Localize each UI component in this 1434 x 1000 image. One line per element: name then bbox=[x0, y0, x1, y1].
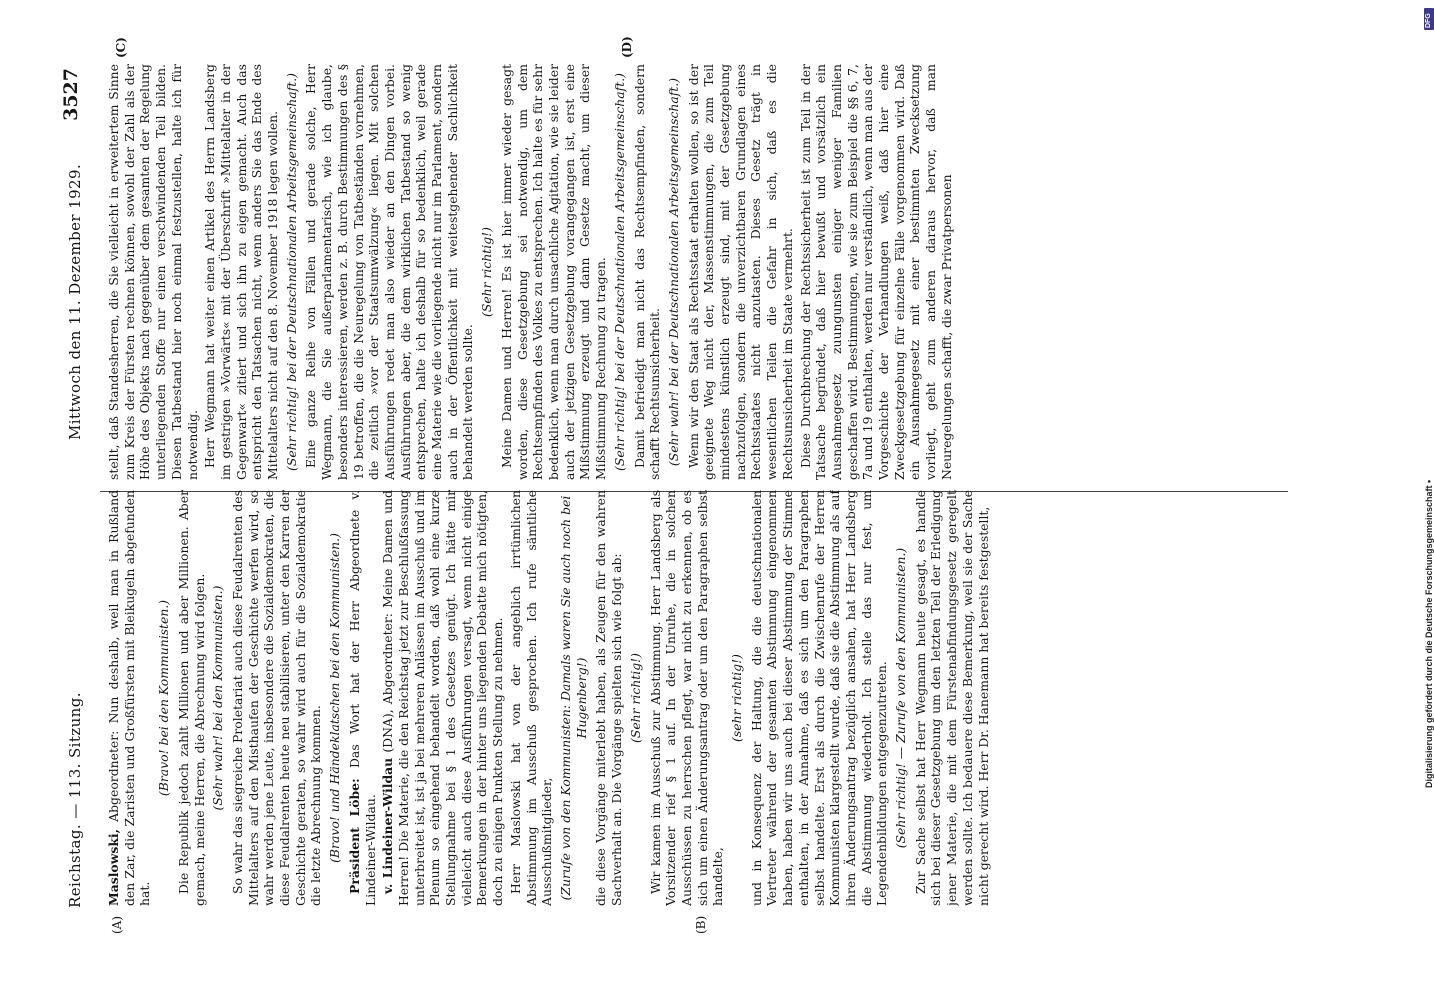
header-session: Reichstag. — 113. Sitzung. bbox=[66, 692, 84, 908]
interjection: (Sehr richtig! — Zurufe von den Kommunisten.) bbox=[893, 547, 909, 849]
interjection: (Sehr richtig! bei der Deutschnationalen Arbeitsgemeinschaft.) bbox=[611, 73, 627, 471]
paragraph: Wenn wir den Staat als Rechtsstaat erhalten wollen, so ist der geeignete Weg nicht der, Massenstimmungen, die zum Teil mindestens künstlich erzeugt sind, mit der Gesetzgebung nachzufolgen, sondern die unverzichtbaren Grundlagen eines Rechtsstaates nicht anzutasten. Dieses Gesetz trägt in wesentlichen Teilen die Gefahr in sich, daß es die Rechtsunsicherheit im Staate vermehrt. bbox=[685, 64, 795, 480]
interjection: (Sehr wahr! bei den Kommunisten.) bbox=[210, 585, 226, 811]
header-date: Mittwoch den 11. Dezember 1929. bbox=[66, 163, 84, 440]
margin-marker-c: (C) bbox=[114, 37, 128, 58]
interjection: (Bravo! und Händeklatschen bei den Kommunisten.) bbox=[327, 533, 343, 863]
left-column bbox=[106, 490, 1286, 906]
margin-marker-d: (D) bbox=[620, 36, 634, 58]
interjection: (Bravo! bei den Kommunisten.) bbox=[156, 599, 172, 797]
speech-text: Nun deshalb, weil man in Rußland den Zar, die Zaristen und Großfürsten mit Bleikugeln abgefunden hat. bbox=[106, 490, 153, 906]
paragraph bbox=[380, 490, 506, 906]
interjection: (Sehr richtig!) bbox=[479, 227, 495, 317]
interjection: (Zurufe von den Kommunisten: Damals waren Sie auch noch bei Hugenberg!) bbox=[557, 495, 589, 901]
paragraph: Zur Sache selbst hat Herr Wegmann heute gesagt, es handle sich bei dieser Gesetzgebung um den letzten Teil der Erledigung jener Materie, die mit dem Fürstenabfindungsgesetz geregelt werden sollte. Ich bedauere diese Bemerkung, weil sie der Sache nicht gerecht wird. Herr Dr. Hanemann hat bereits festgestellt, bbox=[912, 490, 991, 906]
speaker-name: v. Lindeiner-Wildau bbox=[380, 757, 396, 894]
paragraph: stellt, daß Standesherren, die Sie vielleicht in erweitertem Sinne zum Kreis der Fürsten rechnen können, sowohl der Zahl als der Höhe des Objekts nach gegenüber dem gesamten der Regelung unterliegenden Stoffe nur einen verschwindenden Teil bilden. Diesen Tatbestand hier noch einmal festzustellen, halte ich für notwendig. bbox=[106, 64, 200, 480]
digitization-credit bbox=[1424, 10, 1434, 990]
page-header bbox=[60, 68, 100, 908]
paragraph: die diese Vorgänge miterlebt haben, als Zeugen für den wahren Sachverhalt an. Die Vorgänge spielten sich wie folgt ab: bbox=[593, 490, 625, 906]
margin-marker-a: (A) bbox=[110, 915, 124, 934]
interjection: (Sehr wahr! bei der Deutschnationalen Arbeitsgemeinschaft.) bbox=[665, 77, 681, 467]
interjection: (Sehr richtig!) bbox=[627, 653, 643, 743]
paragraph: Herr Wegmann hat weiter einen Artikel des Herrn Landsberg im gestrigen »Vorwärts« mit der Überschrift »Mittelalter in der Gegenwart« zitiert und sich ihn zu eigen gemacht. Auch das entspricht den Tatsachen nicht, wenn anders Sie das Ende des Mittelalters nicht auf den 8. November 1918 legen wollen. bbox=[202, 64, 281, 480]
page-number: 3527 bbox=[60, 68, 82, 121]
interjection: (sehr richtig!) bbox=[729, 654, 745, 742]
paragraph: Meine Damen und Herren! Es ist hier immer wieder gesagt worden, diese Gesetzgebung sei notwendig, um dem Rechtsempfinden des Volkes zu entsprechen. Ich halte es für sehr bedenklich, wenn man durch unsachliche Agitation, wie sie leider auch der jetzigen Gesetzgebung vorangegangen ist, erst eine Mißstimmung erzeugt und dann Gesetze macht, um dieser Mißstimmung Rechnung zu tragen. bbox=[498, 64, 609, 480]
paragraph: Damit befriedigt man nicht das Rechtsempfinden, sondern schafft Rechtsunsicherheit. bbox=[631, 64, 663, 480]
credit-text: Digitalisierung gefördert durch die Deutsche Forschungsgemeinschaft • bbox=[1424, 479, 1434, 788]
paragraph: Wir kamen im Ausschuß zur Abstimmung. Herr Landsberg als Vorsitzender rief § 1 auf. In der Unruhe, die in solchen Ausschüssen zu herrschen pflegt, war nicht zu erkennen, ob es sich um einen Änderungsantrag oder um den Paragraphen selbst handelte, bbox=[647, 490, 726, 906]
paragraph bbox=[106, 490, 153, 906]
paragraph: und in Konsequenz der Haltung, die die deutschnationalen Vertreter während der gesamten Abstimmung eingenommen haben, haben wir uns auch bei dieser Abstimmung der Stimme enthalten, in der Annahme, daß es sich um den Paragraphen selbst handelte. Erst als durch die Zwischenrufe der Herren Kommunisten klargestellt wurde, daß sie die Abstimmung als auf ihren Änderungsantrag bezüglich ansahen, hat Herr Landsberg die Abstimmung wiederholt. Ich stelle das nur fest, um Legendenbildungen entgegenzutreten. bbox=[748, 490, 890, 906]
speaker-role: Abgeordneter: bbox=[106, 730, 121, 822]
interjection: (Sehr richtig! bei der Deutschnationalen Arbeitsgemeinschaft.) bbox=[283, 73, 299, 471]
speaker-name: Präsident Löbe: bbox=[346, 778, 362, 894]
speech-text: (DNA), Abgeordneter: Meine Damen und Herren! Die Materie, die den Reichstag jetzt zur Beschlußfassung unterbreitet ist, ist ja bei mehreren Anlässen im Ausschuß und im Plenum so eingehend behandelt worden, daß wohl eine kurze Stellungnahme bei § 1 des Gesetzes genügt. Ich hätte mir vielleicht auch diese Ausführungen versagt, wenn nicht einige Bemerkungen in der hinter uns liegenden Debatte mich nötigten, doch zu einigen Punkten Stellung zu nehmen. bbox=[380, 490, 506, 906]
dfg-logo-text: DFG bbox=[1425, 13, 1432, 28]
paragraph: So wahr das siegreiche Proletariat auch diese Feudalrenten des Mittelalters auf den Misthaufen der Geschichte werfen wird, so wahr werden jene Leute, insbesondere die Sozialdemokraten, die diese Feudalrenten heute neu stabilisieren, unter den Karren der Geschichte geraten, so wahr wird auch für die Sozialdemokratie die letzte Abrechnung kommen. bbox=[229, 490, 324, 906]
right-column bbox=[106, 64, 1286, 480]
paragraph: Herr Maslowski hat von der angeblich irrtümlichen Abstimmung im Ausschuß gesprochen. Ich rufe sämtliche Ausschußmitglieder, bbox=[507, 490, 555, 906]
speech-text: Das Wort hat der Herr Abgeordnete v. Lindeiner-Wildau. bbox=[346, 490, 378, 906]
paragraph: Eine ganze Reihe von Fällen und gerade solche, Herr Wegmann, die Sie außerparlamentarisch, wie ich glaube, besonders interessieren, werden z. B. durch Bestimmungen des § 19 betroffen, die die Neuregelung von Tatbeständen vornehmen, die zeitlich »vor der Staatsumwälzung« liegen. Mit solchen Ausführungen redet man also wieder an den Dingen vorbei. Ausführungen aber, die dem wirklichen Tatbestand so wenig entsprechen, halte ich deshalb für so bedenklich, weil gerade eine Materie wie die vorliegende nicht nur im Parlament, sondern auch in der Öffentlichkeit mit weitestgehender Sachlichkeit behandelt werden sollte. bbox=[303, 64, 476, 480]
paragraph: Diese Durchbrechung der Rechtssicherheit ist zum Teil in der Tatsache begründet, daß hier bewußt und vorsätzlich ein Ausnahmegesetz zuungunsten einiger weniger Familien geschaffen wird. Bestimmungen, wie sie zum Beispiel die §§ 6, 7, 7a und 19 enthalten, werden nur verständlich, wenn man aus der Vorgeschichte der Verhandlungen weiß, daß hier eine Zweckgesetzgebung für einzelne Fälle vorgenommen wird. Daß ein Ausnahmegesetz mit einer bestimmten Zwecksetzung vorliegt, geht zum anderen daraus hervor, daß man Neuregelungen schafft, die zwar Privatpersonen bbox=[797, 64, 954, 480]
paragraph: Die Republik jedoch zahlt Millionen und aber Millionen. Aber gemach, meine Herren, die Abrechnung wird folgen. bbox=[175, 490, 207, 906]
speaker-name: Maslowski, bbox=[106, 829, 121, 906]
margin-marker-b: (B) bbox=[694, 915, 708, 934]
paragraph bbox=[347, 490, 378, 906]
